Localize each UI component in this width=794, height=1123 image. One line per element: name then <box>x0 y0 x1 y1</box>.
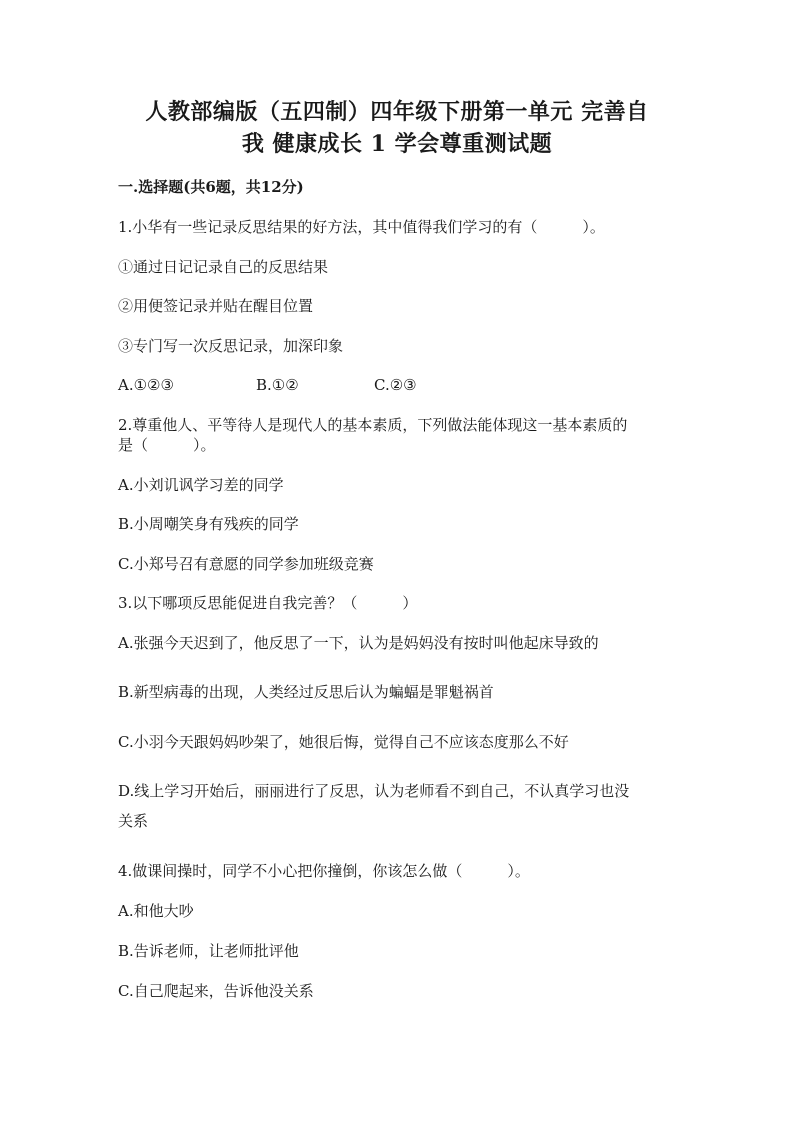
question-2-option-c: C.小郑号召有意愿的同学参加班级竞赛 <box>118 555 374 573</box>
question-4-option-c: C.自己爬起来，告诉他没关系 <box>118 982 314 1000</box>
question-1-item-2: ②用便签记录并贴在醒目位置 <box>118 297 314 315</box>
question-1-option-b: B.①② <box>256 376 299 394</box>
question-1-item-3: ③专门写一次反思记录，加深印象 <box>118 337 344 355</box>
question-3-option-a: A.张强今天迟到了，他反思了一下，认为是妈妈没有按时叫他起床导致的 <box>118 634 599 652</box>
question-2-stem-line-2: 是（ ）。 <box>118 436 216 454</box>
question-4-stem: 4.做课间操时，同学不小心把你撞倒，你该怎么做（ ）。 <box>118 862 530 880</box>
question-3-option-c: C.小羽今天跟妈妈吵架了，她很后悔，觉得自己不应该态度那么不好 <box>118 733 569 751</box>
question-4-option-a: A.和他大吵 <box>118 902 194 920</box>
question-2-option-b: B.小周嘲笑身有残疾的同学 <box>118 515 299 533</box>
question-2-stem-line-1: 2.尊重他人、平等待人是现代人的基本素质，下列做法能体现这一基本素质的 <box>118 416 628 434</box>
question-1-item-1: ①通过日记记录自己的反思结果 <box>118 258 329 276</box>
question-2-option-a: A.小刘讥讽学习差的同学 <box>118 476 284 494</box>
question-1-option-a: A.①②③ <box>118 376 174 394</box>
question-1-option-c: C.②③ <box>374 376 417 394</box>
question-3-stem: 3.以下哪项反思能促进自我完善？（ ） <box>118 594 418 612</box>
question-3-option-d: D.线上学习开始后，丽丽进行了反思，认为老师看不到自己，不认真学习也没 <box>118 782 630 800</box>
question-1-stem: 1.小华有一些记录反思结果的好方法，其中值得我们学习的有（ ）。 <box>118 218 605 236</box>
question-3-option-b: B.新型病毒的出现，人类经过反思后认为蝙蝠是罪魁祸首 <box>118 683 494 701</box>
question-4-option-b: B.告诉老师，让老师批评他 <box>118 942 299 960</box>
page-title-line-2: 我 健康成长 1 学会尊重测试题 <box>241 131 553 157</box>
question-3-option-d-continued: 关系 <box>118 812 149 830</box>
page-title-line-1: 人教部编版（五四制）四年级下册第一单元 完善自 <box>145 99 649 125</box>
section-heading: 一.选择题(共6题，共12分) <box>118 178 304 196</box>
